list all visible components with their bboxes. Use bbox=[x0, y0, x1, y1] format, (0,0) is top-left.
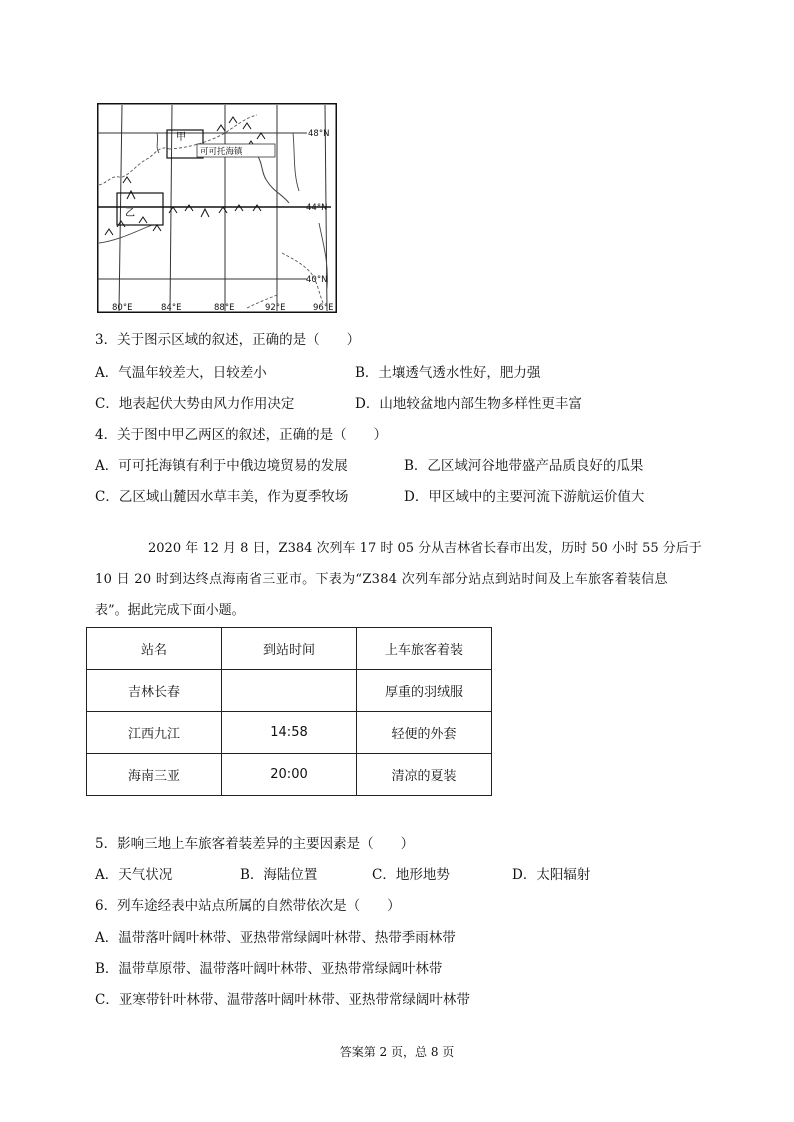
q5-option-d: D．太阳辐射 bbox=[512, 867, 591, 883]
lat-label-44: 44°N bbox=[306, 203, 328, 213]
lon-label-84: 84°E bbox=[161, 303, 182, 313]
table-cell: 海南三亚 bbox=[87, 754, 222, 796]
page-footer: 答案第 2 页，总 8 页 bbox=[339, 1045, 455, 1059]
table-cell: 吉林长春 bbox=[87, 670, 222, 712]
q5-stem: 5．影响三地上车旅客着装差异的主要因素是（ ） bbox=[95, 836, 415, 852]
lon-label-96: 96°E bbox=[313, 303, 334, 313]
lat-label-40: 40°N bbox=[306, 275, 328, 285]
table-cell: 江西九江 bbox=[87, 712, 222, 754]
table-row bbox=[87, 712, 492, 754]
q3-stem: 3．关于图示区域的叙述，正确的是（ ） bbox=[95, 332, 361, 348]
table-cell: 厚重的羽绒服 bbox=[357, 670, 492, 712]
q4-option-c: C．乙区域山麓因水草丰美，作为夏季牧场 bbox=[95, 489, 349, 505]
table-row bbox=[87, 754, 492, 796]
q4-option-b: B．乙区域河谷地带盛产品质良好的瓜果 bbox=[404, 458, 644, 474]
lon-label-80: 80°E bbox=[112, 303, 133, 313]
region-yi-label: 乙 bbox=[125, 208, 135, 219]
region-jia-label: 甲 bbox=[176, 132, 186, 143]
q6-option-b: B．温带草原带、温带落叶阔叶林带、亚热带常绿阔叶林带 bbox=[95, 961, 443, 977]
lon-label-92: 92°E bbox=[265, 303, 286, 313]
q4-option-d: D．甲区域中的主要河流下游航运价值大 bbox=[404, 489, 645, 505]
town-label: 可可托海镇 bbox=[200, 147, 243, 157]
region-map bbox=[97, 103, 337, 313]
table-cell: 清凉的夏装 bbox=[357, 754, 492, 796]
passage-line-3: 表”。据此完成下面小题。 bbox=[95, 603, 245, 618]
passage-line-1: 2020 年 12 月 8 日，Z384 次列车 17 时 05 分从吉林省长春市出发，历时 50 小时 55 分后于 bbox=[148, 541, 702, 556]
table-header-cell: 站名 bbox=[87, 628, 222, 670]
q3-option-d: D．山地较盆地内部生物多样性更丰富 bbox=[355, 396, 582, 412]
table-cell: 20:00 bbox=[222, 754, 357, 796]
table-cell: 14:58 bbox=[222, 712, 357, 754]
table-header-row bbox=[87, 628, 492, 670]
q4-stem: 4．关于图中甲乙两区的叙述，正确的是（ ） bbox=[95, 427, 388, 443]
train-info-table bbox=[86, 627, 492, 796]
lon-label-88: 88°E bbox=[214, 303, 235, 313]
q3-option-a: A．气温年较差大，日较差小 bbox=[95, 365, 267, 381]
q3-option-b: B．土壤透气透水性好，肥力强 bbox=[355, 365, 541, 381]
table-row bbox=[87, 670, 492, 712]
table-cell: 轻便的外套 bbox=[357, 712, 492, 754]
table-header-cell: 上车旅客着装 bbox=[357, 628, 492, 670]
q6-stem: 6．列车途经表中站点所属的自然带依次是（ ） bbox=[95, 898, 401, 914]
q3-option-c: C．地表起伏大势由风力作用决定 bbox=[95, 396, 295, 412]
q6-option-a: A．温带落叶阔叶林带、亚热带常绿阔叶林带、热带季雨林带 bbox=[95, 930, 456, 946]
q5-option-a: A．天气状况 bbox=[95, 867, 173, 883]
q5-option-c: C．地形地势 bbox=[372, 867, 450, 883]
table-cell bbox=[222, 670, 357, 712]
passage-line-2: 10 日 20 时到达终点海南省三亚市。下表为“Z384 次列车部分站点到站时间及上车旅客着装信息 bbox=[95, 572, 668, 587]
lat-label-48: 48°N bbox=[308, 129, 330, 139]
q5-option-b: B．海陆位置 bbox=[240, 867, 318, 883]
table-header-cell: 到站时间 bbox=[222, 628, 357, 670]
q4-option-a: A．可可托海镇有利于中俄边境贸易的发展 bbox=[95, 458, 348, 474]
q6-option-c: C．亚寒带针叶林带、温带落叶阔叶林带、亚热带常绿阔叶林带 bbox=[95, 992, 470, 1008]
